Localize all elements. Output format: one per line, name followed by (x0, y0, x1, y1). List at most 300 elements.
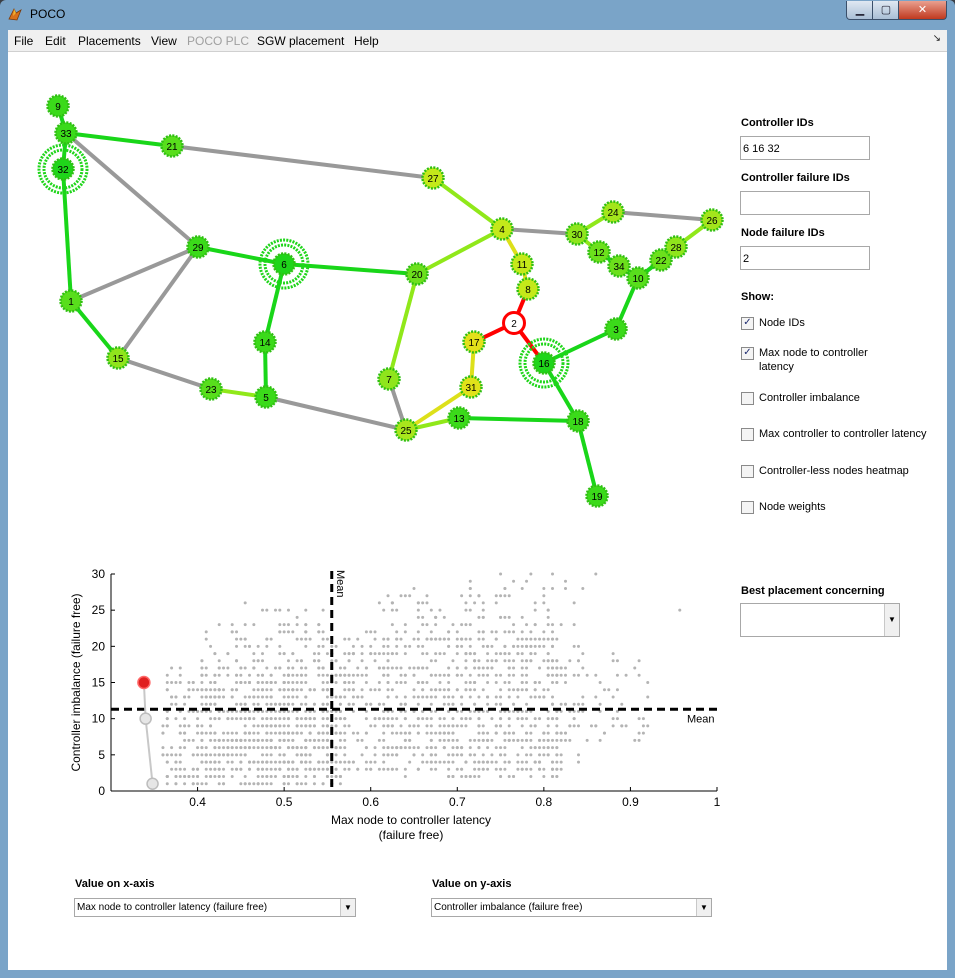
data-point (283, 775, 286, 778)
data-point (508, 775, 511, 778)
data-point (477, 775, 480, 778)
data-point (421, 753, 424, 756)
data-point (183, 746, 186, 749)
data-point (278, 667, 281, 670)
data-point (486, 746, 489, 749)
data-point (343, 753, 346, 756)
node-27[interactable] (423, 168, 444, 189)
data-point (678, 609, 681, 612)
data-point (326, 652, 329, 655)
node-19[interactable] (587, 486, 608, 507)
data-point (482, 616, 485, 619)
data-point (387, 681, 390, 684)
minimize-button[interactable]: ▁ (846, 1, 874, 20)
data-point (304, 638, 307, 641)
data-point (417, 630, 420, 633)
data-point (421, 717, 424, 720)
dropdown-arrow-icon[interactable]: ▼ (884, 604, 899, 636)
node-20[interactable] (407, 264, 428, 285)
data-point (205, 732, 208, 735)
network-topology-graph[interactable] (8, 52, 728, 522)
data-point (196, 753, 199, 756)
data-point (534, 746, 537, 749)
data-point (482, 609, 485, 612)
node-4[interactable] (492, 219, 513, 240)
data-point (283, 652, 286, 655)
data-point (516, 768, 519, 771)
data-point (460, 724, 463, 727)
data-point (187, 681, 190, 684)
node-31[interactable] (461, 377, 482, 398)
data-point (391, 623, 394, 626)
data-point (361, 695, 364, 698)
data-point (417, 601, 420, 604)
data-point (231, 623, 234, 626)
data-point (265, 732, 268, 735)
data-point (616, 674, 619, 677)
data-point (339, 695, 342, 698)
data-point (408, 761, 411, 764)
edge-33-21 (66, 133, 172, 146)
data-point (283, 674, 286, 677)
data-point (516, 753, 519, 756)
data-point (170, 667, 173, 670)
controller-ids-input[interactable]: 6 16 32 (740, 136, 870, 160)
data-point (235, 768, 238, 771)
data-point (464, 681, 467, 684)
data-point (473, 667, 476, 670)
data-point (421, 761, 424, 764)
node-21[interactable] (162, 136, 183, 157)
data-point (343, 739, 346, 742)
data-point (335, 761, 338, 764)
checkbox-heatmap[interactable] (741, 465, 909, 478)
data-point (352, 645, 355, 648)
node-23[interactable] (201, 379, 222, 400)
data-point (486, 645, 489, 648)
menu-help[interactable]: Help (354, 34, 379, 48)
maximize-button[interactable]: ▢ (872, 1, 900, 20)
data-point (339, 732, 342, 735)
node-14[interactable] (255, 332, 276, 353)
y-tick-label: 10 (91, 711, 105, 726)
data-point (274, 768, 277, 771)
data-point (166, 775, 169, 778)
data-point (265, 724, 268, 727)
checkbox-node-ids-box[interactable]: ✓ (741, 317, 754, 330)
data-point (464, 775, 467, 778)
data-point (166, 688, 169, 691)
data-point (278, 753, 281, 756)
data-point (196, 688, 199, 691)
data-point (434, 732, 437, 735)
node-25[interactable] (396, 420, 417, 441)
data-point (529, 659, 532, 662)
data-point (179, 724, 182, 727)
data-point (516, 638, 519, 641)
data-point (577, 703, 580, 706)
data-point (482, 761, 485, 764)
node-29[interactable] (188, 237, 209, 258)
data-point (218, 746, 221, 749)
data-point (274, 732, 277, 735)
data-point (170, 695, 173, 698)
data-point (304, 674, 307, 677)
node-1[interactable] (61, 291, 82, 312)
x-tick-label: 0.7 (448, 795, 466, 809)
x-tick-label: 1 (713, 795, 721, 809)
data-point (425, 724, 428, 727)
data-point (542, 753, 545, 756)
data-point (348, 724, 351, 727)
data-point (534, 724, 537, 727)
data-point (257, 768, 260, 771)
selected-placement-point[interactable] (138, 677, 150, 689)
y-axis-select[interactable] (431, 898, 712, 917)
data-point (174, 768, 177, 771)
menu-view[interactable]: View (151, 34, 177, 48)
checkbox-node-ids[interactable] (741, 317, 805, 330)
data-point (326, 703, 329, 706)
x-axis-select[interactable] (74, 898, 356, 917)
data-point (192, 775, 195, 778)
data-point (547, 659, 550, 662)
data-point (534, 761, 537, 764)
node-7[interactable] (379, 369, 400, 390)
data-point (482, 645, 485, 648)
checkbox-controller-imbalance-box[interactable] (741, 392, 754, 405)
data-point (361, 645, 364, 648)
data-point (361, 753, 364, 756)
data-point (495, 630, 498, 633)
data-point (313, 652, 316, 655)
data-point (430, 659, 433, 662)
data-point (365, 681, 368, 684)
data-point (166, 717, 169, 720)
pareto-point[interactable] (147, 778, 158, 789)
data-point (551, 667, 554, 670)
data-point (183, 775, 186, 778)
data-point (361, 652, 364, 655)
data-point (257, 724, 260, 727)
data-point (322, 630, 325, 633)
data-point (499, 768, 502, 771)
data-point (252, 703, 255, 706)
data-point (477, 616, 480, 619)
node-34[interactable] (609, 256, 630, 277)
data-point (495, 761, 498, 764)
data-point (417, 695, 420, 698)
menu-edit[interactable]: Edit (45, 34, 66, 48)
node-5[interactable] (256, 387, 277, 408)
node-28[interactable] (666, 237, 687, 258)
data-point (365, 768, 368, 771)
data-point (213, 775, 216, 778)
node-33[interactable] (56, 123, 77, 144)
data-point (330, 645, 333, 648)
data-point (495, 601, 498, 604)
checkbox-max-controller-latency-box[interactable] (741, 428, 754, 441)
node-26[interactable] (702, 210, 723, 231)
data-point (404, 746, 407, 749)
node-11[interactable] (512, 254, 533, 275)
data-point (322, 667, 325, 670)
data-point (343, 674, 346, 677)
checkbox-node-weights-box[interactable] (741, 501, 754, 514)
node-label: 26 (706, 216, 718, 227)
data-point (421, 616, 424, 619)
menu-poco-plc: POCO PLC (187, 34, 250, 48)
data-point (257, 761, 260, 764)
data-point (283, 681, 286, 684)
title-bar[interactable] (0, 0, 955, 28)
data-point (477, 638, 480, 641)
data-point (205, 630, 208, 633)
data-point (226, 667, 229, 670)
data-point (278, 768, 281, 771)
data-point (391, 652, 394, 655)
data-point (278, 688, 281, 691)
dropdown-arrow-icon[interactable]: ▼ (340, 899, 355, 916)
close-button[interactable]: ✕ (898, 1, 947, 20)
data-point (408, 746, 411, 749)
node-12[interactable] (589, 242, 610, 263)
data-point (430, 724, 433, 727)
menu-sgw-placement[interactable]: SGW placement (257, 34, 345, 48)
checkbox-node-weights[interactable] (741, 501, 826, 514)
data-point (296, 659, 299, 662)
data-point (200, 681, 203, 684)
data-point (326, 761, 329, 764)
checkbox-max-controller-latency[interactable] (741, 428, 927, 441)
node-label: 22 (655, 256, 667, 267)
data-point (577, 761, 580, 764)
data-point (438, 739, 441, 742)
data-point (400, 594, 403, 597)
data-point (309, 753, 312, 756)
data-point (261, 688, 264, 691)
data-point (352, 688, 355, 691)
data-point (564, 732, 567, 735)
node-3[interactable] (606, 319, 627, 340)
data-point (469, 645, 472, 648)
data-point (374, 724, 377, 727)
data-point (508, 695, 511, 698)
data-point (179, 746, 182, 749)
data-point (270, 746, 273, 749)
data-point (438, 724, 441, 727)
checkbox-controller-imbalance[interactable] (741, 392, 860, 405)
data-point (166, 782, 169, 785)
data-point (447, 724, 450, 727)
data-point (261, 681, 264, 684)
data-point (430, 717, 433, 720)
data-point (291, 768, 294, 771)
node-10[interactable] (628, 268, 649, 289)
data-point (430, 638, 433, 641)
data-point (477, 674, 480, 677)
data-point (313, 688, 316, 691)
data-point (512, 645, 515, 648)
scatter-plot[interactable] (8, 557, 728, 857)
data-point (421, 601, 424, 604)
data-point (391, 724, 394, 727)
data-point (529, 775, 532, 778)
data-point (335, 681, 338, 684)
data-point (521, 645, 524, 648)
data-point (174, 695, 177, 698)
data-point (512, 667, 515, 670)
data-point (352, 674, 355, 677)
node-9[interactable] (48, 96, 69, 117)
data-point (209, 703, 212, 706)
data-point (508, 616, 511, 619)
data-point (309, 732, 312, 735)
data-point (542, 768, 545, 771)
data-point (209, 739, 212, 742)
node-label: 34 (613, 262, 625, 273)
node-failure-input[interactable]: 2 (740, 246, 870, 270)
data-point (443, 717, 446, 720)
data-point (166, 724, 169, 727)
data-point (387, 652, 390, 655)
data-point (326, 753, 329, 756)
data-point (460, 674, 463, 677)
data-point (573, 703, 576, 706)
data-point (512, 674, 515, 677)
node-24[interactable] (603, 202, 624, 223)
data-point (291, 703, 294, 706)
menu-placements[interactable]: Placements (78, 34, 141, 48)
data-point (564, 587, 567, 590)
node-2[interactable] (504, 313, 525, 334)
data-point (482, 630, 485, 633)
data-point (304, 775, 307, 778)
data-point (313, 768, 316, 771)
data-point (425, 681, 428, 684)
x-tick-label: 0.6 (362, 795, 380, 809)
x-tick-label: 0.5 (275, 795, 293, 809)
data-point (239, 746, 242, 749)
data-point (326, 695, 329, 698)
data-point (408, 739, 411, 742)
data-point (417, 724, 420, 727)
data-point (547, 688, 550, 691)
data-point (512, 630, 515, 633)
data-point (395, 717, 398, 720)
data-point (270, 681, 273, 684)
node-16[interactable] (520, 339, 568, 387)
checkbox-max-node-latency-box[interactable]: ✓ (741, 347, 754, 360)
data-point (616, 717, 619, 720)
data-point (460, 775, 463, 778)
data-point (387, 746, 390, 749)
node-8[interactable] (518, 279, 539, 300)
checkbox-max-node-latency[interactable] (741, 347, 891, 374)
data-point (512, 580, 515, 583)
best-placement-select[interactable] (740, 603, 900, 637)
data-point (322, 645, 325, 648)
node-17[interactable] (464, 332, 485, 353)
data-point (382, 761, 385, 764)
node-18[interactable] (568, 411, 589, 432)
data-point (638, 659, 641, 662)
pareto-point[interactable] (140, 713, 151, 724)
checkbox-heatmap-label: Controller-less nodes heatmap (759, 465, 909, 477)
data-point (404, 630, 407, 633)
data-point (283, 623, 286, 626)
data-point (257, 688, 260, 691)
data-point (231, 717, 234, 720)
data-point (304, 761, 307, 764)
data-point (179, 732, 182, 735)
data-point (278, 703, 281, 706)
data-point (218, 775, 221, 778)
dock-arrow-icon[interactable]: ↘ (932, 33, 941, 44)
node-15[interactable] (108, 348, 129, 369)
data-point (222, 753, 225, 756)
data-point (374, 630, 377, 633)
data-point (322, 717, 325, 720)
data-point (257, 645, 260, 648)
data-point (270, 638, 273, 641)
controller-failure-input[interactable] (740, 191, 870, 215)
data-point (607, 688, 610, 691)
data-point (421, 688, 424, 691)
data-point (612, 659, 615, 662)
node-label: 17 (468, 338, 480, 349)
data-point (218, 659, 221, 662)
data-point (447, 703, 450, 706)
data-point (326, 732, 329, 735)
data-point (231, 630, 234, 633)
data-point (490, 739, 493, 742)
checkbox-node-weights-label: Node weights (759, 501, 826, 513)
menu-file[interactable]: File (14, 34, 34, 48)
data-point (270, 688, 273, 691)
data-point (456, 746, 459, 749)
data-point (244, 732, 247, 735)
data-point (257, 775, 260, 778)
data-point (270, 724, 273, 727)
data-point (464, 609, 467, 612)
data-point (612, 717, 615, 720)
data-point (252, 782, 255, 785)
data-point (594, 724, 597, 727)
checkbox-heatmap-box[interactable] (741, 465, 754, 478)
data-point (473, 688, 476, 691)
data-point (322, 609, 325, 612)
data-point (278, 623, 281, 626)
data-point (395, 609, 398, 612)
data-point (287, 782, 290, 785)
data-point (192, 739, 195, 742)
dropdown-arrow-icon[interactable]: ▼ (696, 899, 711, 916)
data-point (356, 667, 359, 670)
data-point (274, 761, 277, 764)
data-point (473, 761, 476, 764)
node-30[interactable] (567, 224, 588, 245)
node-13[interactable] (449, 408, 470, 429)
data-point (300, 659, 303, 662)
data-point (447, 667, 450, 670)
data-point (317, 732, 320, 735)
data-point (348, 681, 351, 684)
edge-1-15 (71, 301, 118, 358)
data-point (218, 739, 221, 742)
data-point (300, 717, 303, 720)
data-point (317, 630, 320, 633)
